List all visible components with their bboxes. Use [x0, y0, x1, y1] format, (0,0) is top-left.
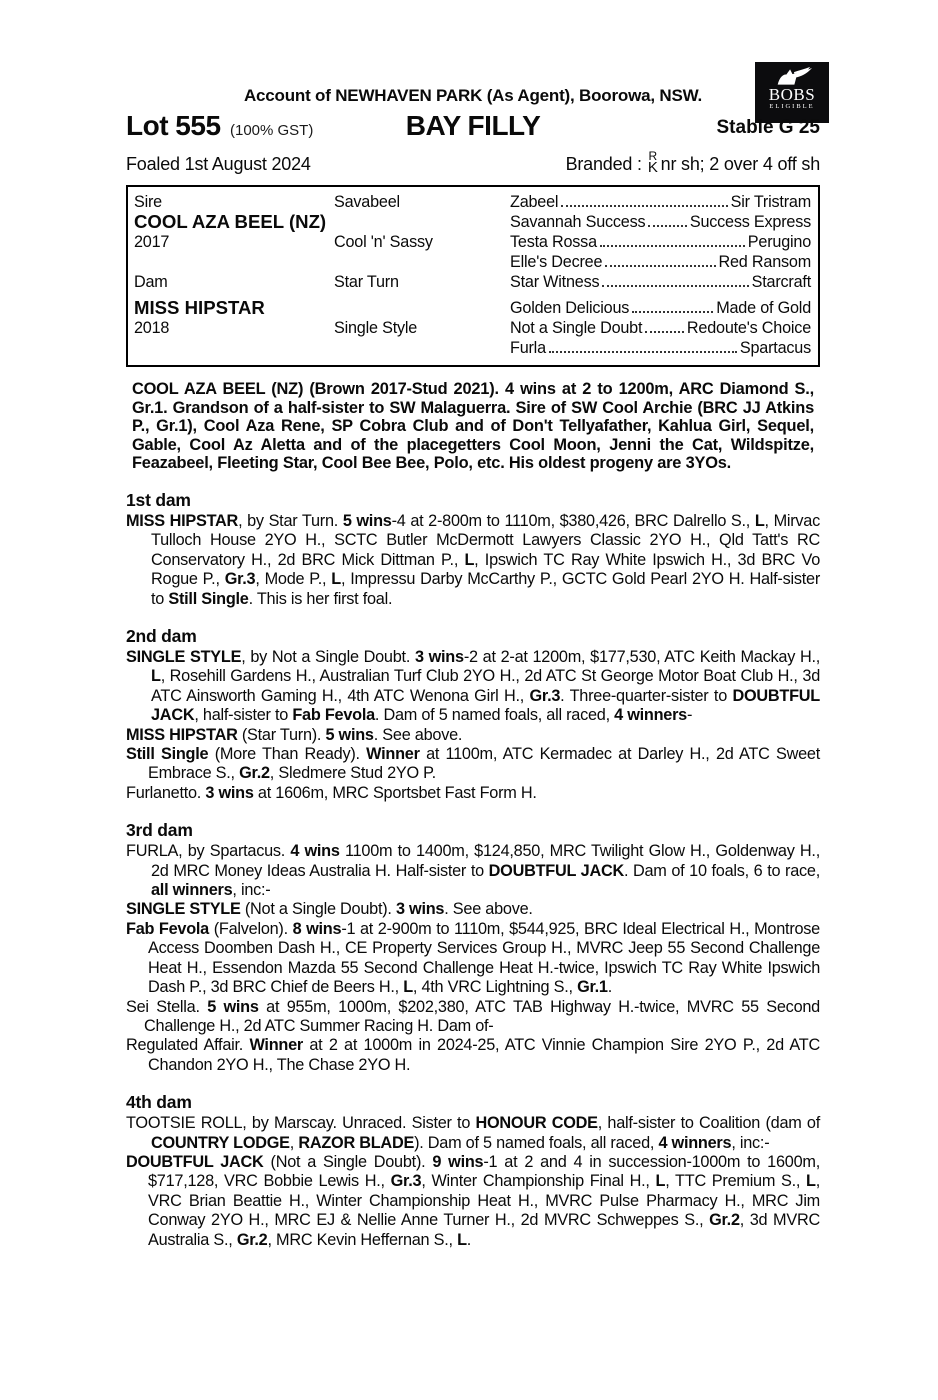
dot-leader — [561, 205, 727, 207]
progeny-entry: Sei Stella. 5 wins at 955m, 1000m, $202,380, ATC TAB Highway H.-twice, MVRC 55 Second Challenge H., 2d ATC Summer Racing H. Dam of- — [126, 997, 820, 1035]
dam-year: 2018 — [134, 319, 170, 337]
pedigree-table — [126, 185, 820, 367]
progeny-entry: Still Single (More Than Ready). Winner at 1100m, ATC Kermadec at Darley H., 2d ATC Sweet Embrace S., Gr.2, Sledmere Stud 2YO P. — [126, 745, 821, 783]
ancestor-name: Star Witness — [510, 273, 600, 291]
section-4th-dam — [126, 1092, 820, 1250]
dam-record: TOOTSIE ROLL, by Marscay. Unraced. Sister to HONOUR CODE, half-sister to Coalition (dam of COUNTRY LODGE, RAZOR BLADE). Dam of 5 named foals, all raced, 4 winners, inc:- — [126, 1114, 820, 1152]
progeny-entry: Furlanetto. 3 wins at 1606m, MRC Sportsbet Fast Form H. — [126, 783, 537, 802]
pedigree-row — [134, 298, 811, 318]
ancestor-name: Starcraft — [751, 273, 811, 291]
dam-name: MISS HIPSTAR — [134, 297, 265, 318]
branded-info — [565, 149, 820, 176]
foaled-date: Foaled 1st August 2024 — [126, 154, 311, 174]
lot-row — [126, 108, 820, 144]
second-dam-name: Single Style — [334, 319, 418, 337]
ancestor-name: Golden Delicious — [510, 299, 630, 317]
branded-label: Branded : — [565, 154, 642, 174]
bobs-logo-title: BOBS — [768, 85, 816, 104]
section-1st-dam — [126, 490, 820, 609]
ancestor-name: Sir Tristram — [730, 193, 811, 211]
section-3rd-dam — [126, 820, 820, 1075]
gst-note: (100% GST) — [229, 122, 314, 139]
account-line: Account of NEWHAVEN PARK (As Agent), Boorowa, NSW. — [243, 86, 703, 105]
lot-number: Lot 555 — [126, 110, 221, 141]
horse-head-icon — [771, 66, 813, 86]
dam-record: FURLA, by Spartacus. 4 wins 1100m to 1400m, $124,850, MRC Twilight Glow H., Goldenway H., 2d MRC Money Ideas Australia H. Half-sister to DOUBTFUL JACK. Dam of 10 foals, 6 to race, all winners, inc:- — [126, 842, 820, 900]
sire-name: COOL AZA BEEL (NZ) — [134, 211, 327, 232]
dam-record: MISS HIPSTAR, by Star Turn. 5 wins-4 at 2-800m to 1110m, $380,426, BRC Dalrello S., L, Mirvac Tulloch House 2YO H., SCTC Butler McDermott Lawyers Classic 2YO H., Qld Tatt's RC Conservatory H., 2d BRC Mick Dittman P., L, Ipswich TC Ray White Ipswich H., 3d BRC Vo Rogue P., Gr.3, Mode P., L, Impressu Darby McCarthy P., GCTC Gold Pearl 2YO H. Half-sister to Still Single. This is her first foal. — [126, 511, 821, 608]
sire-year: 2017 — [134, 233, 170, 251]
ancestor-name: Redoute's Choice — [686, 319, 811, 337]
ancestor-name: Furla — [510, 339, 546, 357]
ancestor-name: Red Ransom — [718, 253, 811, 271]
dam-label: Dam — [134, 273, 168, 291]
dam-record: SINGLE STYLE, by Not a Single Doubt. 3 wins-2 at 2-at 1200m, $177,530, ATC Keith Mackay H., L, Rosehill Gardens H., Australian Turf Club 2YO H., 2d ATC St George Motor Boat Club H., 3d ATC Ainsworth Gaming H., 4th ATC Wenona Girl H., Gr.3. Three-quarter-sister to DOUBTFUL JACK, half-sister to Fab Fevola. Dam of 5 named foals, all raced, 4 winners- — [126, 648, 820, 725]
dot-leader — [600, 245, 745, 247]
ancestor-name: Savannah Success — [510, 213, 646, 231]
bobs-logo-subtitle: ELIGIBLE — [769, 103, 815, 110]
stable-number: Stable G 25 — [716, 117, 820, 138]
dam-heading: 1st dam — [126, 489, 191, 510]
progeny-entry: SINGLE STYLE (Not a Single Doubt). 3 wins. See above. — [126, 900, 533, 919]
pedigree-row — [134, 192, 811, 212]
ancestor-name: Not a Single Doubt — [510, 319, 643, 337]
brand-mark — [647, 149, 658, 176]
section-2nd-dam — [126, 626, 820, 803]
ancestor-name: Perugino — [747, 233, 811, 251]
grandsire-name: Savabeel — [334, 193, 400, 211]
page-content — [126, 86, 820, 1250]
pedigree-row — [134, 212, 811, 232]
sire-label: Sire — [134, 193, 162, 211]
granddam-name: Cool 'n' Sassy — [334, 233, 433, 251]
sub-progeny-entry: Regulated Affair. Winner at 2 at 1000m in 2024-25, ATC Vinnie Champion Sire 2YO P., 2d ATC Chandon 2YO H., The Chase 2YO H. — [126, 1036, 820, 1074]
dot-leader — [605, 265, 715, 267]
pedigree-row — [134, 338, 811, 358]
ancestor-name: Elle's Decree — [510, 253, 603, 271]
dam-heading: 3rd dam — [126, 820, 193, 841]
progeny-entry: Fab Fevola (Falvelon). 8 wins-1 at 2-900m to 1110m, $544,925, BRC Ideal Electrical H., Montrose Access Doomben Dash H., CE Property Services Group H., MVRC Jeep 55 Second Challenge Heat H., Essendon Mazda 55 Second Challenge Heat H.-twice, Ipswich TC Ray White Ipswich Dash P., 3d BRC Chief de Beers H., L, 4th VRC Lightning S., Gr.1. — [126, 919, 820, 997]
dot-leader — [645, 331, 684, 333]
ancestor-name: Made of Gold — [716, 299, 811, 317]
dot-leader — [602, 285, 748, 287]
branded-description: nr sh; 2 over 4 off sh — [660, 154, 820, 174]
brand-mark-bottom: K — [647, 159, 658, 176]
ancestor-name: Success Express — [689, 213, 811, 231]
pedigree-row — [134, 272, 811, 292]
dam-heading: 2nd dam — [126, 626, 197, 646]
dot-leader — [632, 311, 713, 313]
progeny-entry: DOUBTFUL JACK (Not a Single Doubt). 9 wins-1 at 2 and 4 in succession-1000m to 1600m, $717,128, VRC Bobbie Lewis H., Gr.3, Winter Championship Final H., L, TTC Premium S., L, VRC Brian Beattie H., Winter Championship Heat H., MVRC Pulse Pharmacy H., MRC Jim Conway 2YO H., MRC EJ & Nellie Anne Turner H., 2d MVRC Schweppes S., Gr.2, 3d MVRC Australia S., Gr.2, MRC Kevin Heffernan S., L. — [126, 1152, 820, 1249]
dam-heading: 4th dam — [126, 1092, 192, 1113]
ancestor-name: Spartacus — [739, 339, 811, 357]
stallion-summary: COOL AZA BEEL (NZ) (Brown 2017-Stud 2021). 4 wins at 2 to 1200m, ARC Diamond S., Gr.1. Grandson of a half-sister to SW Malaguerra. Sire of SW Cool Archie (BRC JJ Atkins P., Gr.1), Cool Aza Rene, SP Cobra Club and of Don't Tellyafather, Kahlua Girl, Sequel, Gable, Cool Az Aletta and of the placegetters Cool Moon, Jenni the Cat, Wildspitze, Feazabeel, Fleeting Star, Cool Bee Bee, Polo, etc. His oldest progeny are 3YOs. — [132, 380, 814, 473]
pedigree-row — [134, 252, 811, 272]
damsire-name: Star Turn — [334, 273, 399, 291]
ancestor-name: Testa Rossa — [510, 233, 597, 251]
dot-leader — [549, 351, 737, 353]
pedigree-row — [134, 318, 811, 338]
dot-leader — [648, 225, 686, 227]
progeny-entry: MISS HIPSTAR (Star Turn). 5 wins. See above. — [126, 725, 463, 744]
ancestor-name: Zabeel — [510, 193, 559, 211]
page-title-sex: BAY FILLY — [405, 110, 541, 141]
foaled-row — [126, 149, 820, 176]
pedigree-row — [134, 232, 811, 252]
brand-mark-top: R — [648, 149, 657, 163]
